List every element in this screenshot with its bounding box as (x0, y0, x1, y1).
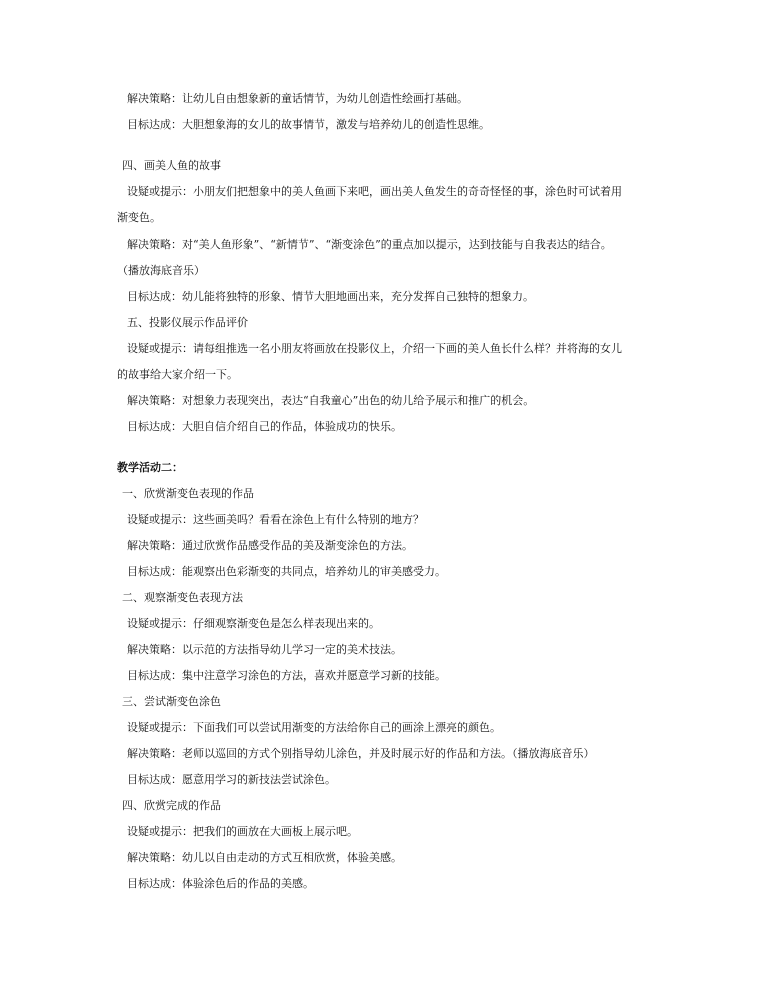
prompt-line-2b: 的故事给大家介绍一下。 (117, 368, 238, 381)
section-heading-5: 五、投影仪展示作品评价 (127, 316, 248, 329)
activity-two-heading: 教学活动二： (117, 461, 183, 474)
goal-line-4: 目标达成：能观察出色彩渐变的共同点，培养幼儿的审美感受力。 (127, 565, 446, 578)
strategy-line-2: 解决策略：对“美人鱼形象”、“新情节”、“渐变涂色”的重点加以提示，达到技能与自我表达的结合。 (127, 238, 612, 251)
activity-two-section-1: 一、欣赏渐变色表现的作品 (122, 487, 254, 500)
strategy-line-1: 解决策略：让幼儿自由想象新的童话情节，为幼儿创造性绘画打基础。 (127, 92, 468, 105)
goal-line-1: 目标达成：大胆想象海的女儿的故事情节，激发与培养幼儿的创造性思维。 (127, 118, 490, 131)
prompt-line-4: 设疑或提示：仔细观察渐变色是怎么样表现出来的。 (127, 617, 380, 630)
strategy-line-6: 解决策略：老师以巡回的方式个别指导幼儿涂色，并及时展示好的作品和方法。（播放海底音乐） (127, 747, 595, 760)
music-note-1: （播放海底音乐） (117, 264, 205, 277)
goal-line-7: 目标达成：体验涂色后的作品的美感。 (127, 877, 314, 890)
activity-two-section-3: 三、尝试渐变色涂色 (122, 695, 221, 708)
strategy-line-3: 解决策略：对想象力表现突出，表达“自我童心”出色的幼儿给予展示和推广的机会。 (127, 394, 535, 407)
strategy-line-4: 解决策略：通过欣赏作品感受作品的美及渐变涂色的方法。 (127, 539, 413, 552)
activity-two-section-2: 二、观察渐变色表现方法 (122, 591, 243, 604)
activity-two-section-4: 四、欣赏完成的作品 (122, 799, 221, 812)
prompt-line-1a: 设疑或提示：小朋友们把想象中的美人鱼画下来吧，画出美人鱼发生的奇奇怪怪的事，涂色时可试着用 (127, 185, 622, 198)
strategy-line-7: 解决策略：幼儿以自由走动的方式互相欣赏，体验美感。 (127, 851, 402, 864)
goal-line-2: 目标达成：幼儿能将独特的形象、情节大胆地画出来，充分发挥自己独特的想象力。 (127, 290, 534, 303)
prompt-line-1b: 渐变色。 (117, 211, 161, 224)
prompt-line-5: 设疑或提示：下面我们可以尝试用渐变的方法给你自己的画涂上漂亮的颜色。 (127, 721, 501, 734)
section-heading-4: 四、画美人鱼的故事 (122, 159, 221, 172)
prompt-line-2a: 设疑或提示：请每组推选一名小朋友将画放在投影仪上，介绍一下画的美人鱼长什么样？并将海的女儿 (127, 342, 622, 355)
strategy-line-5: 解决策略：以示范的方法指导幼儿学习一定的美术技法。 (127, 643, 402, 656)
goal-line-6: 目标达成：愿意用学习的新技法尝试涂色。 (127, 773, 336, 786)
prompt-line-3: 设疑或提示：这些画美吗？看看在涂色上有什么特别的地方？ (127, 513, 424, 526)
goal-line-5: 目标达成：集中注意学习涂色的方法，喜欢并愿意学习新的技能。 (127, 669, 446, 682)
goal-line-3: 目标达成：大胆自信介绍自己的作品，体验成功的快乐。 (127, 420, 402, 433)
prompt-line-6: 设疑或提示：把我们的画放在大画板上展示吧。 (127, 825, 358, 838)
